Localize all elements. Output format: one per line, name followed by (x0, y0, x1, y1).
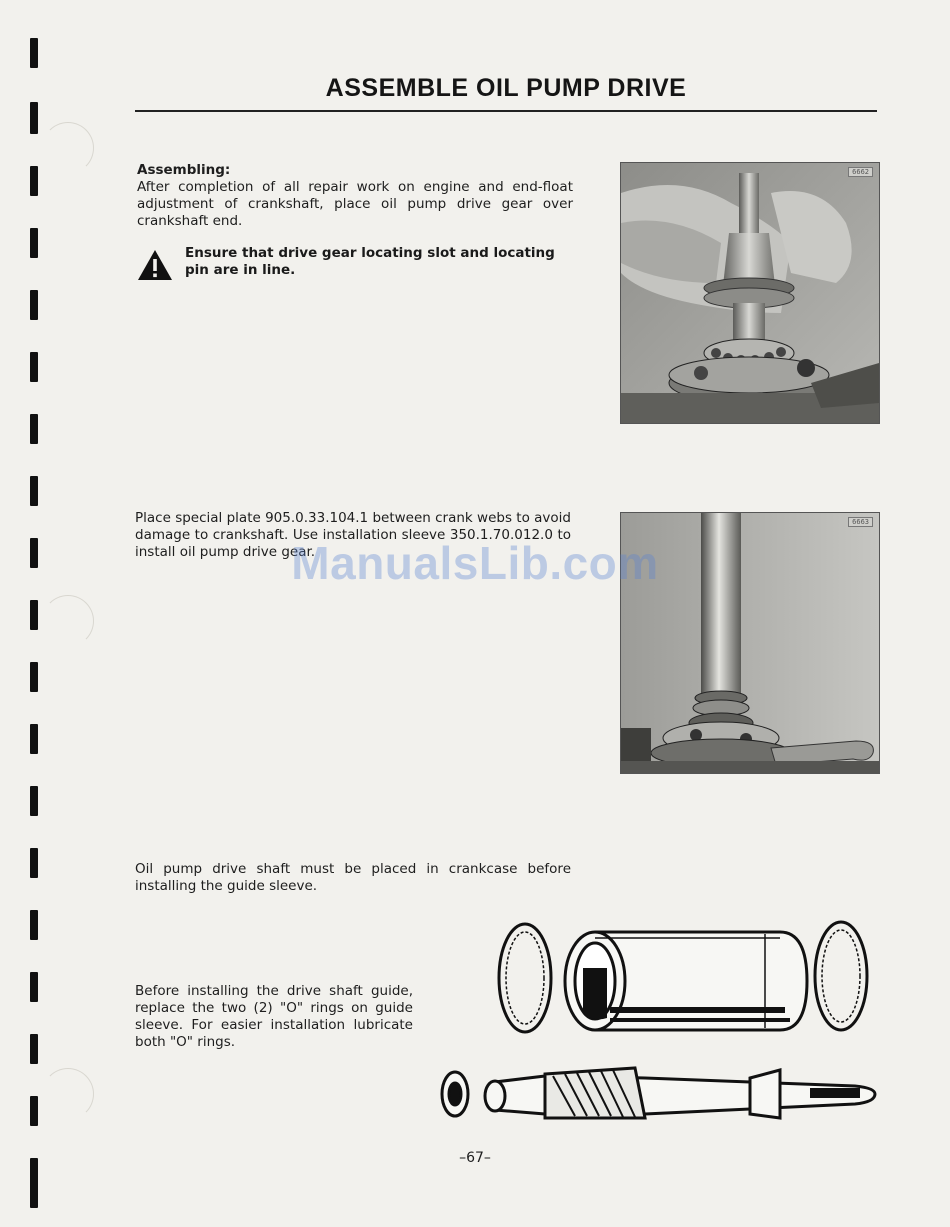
photo-drive-gear (620, 162, 880, 424)
assembling-heading: Assembling: (137, 162, 231, 178)
binding-mark (30, 910, 38, 940)
binding-mark (30, 414, 38, 444)
punch-hole (42, 122, 94, 174)
binding-mark (30, 662, 38, 692)
binding-mark (30, 102, 38, 134)
warning-text: Ensure that drive gear locating slot and locating pin are in line. (185, 245, 555, 278)
o-rings-text: Before installing the drive shaft guide, replace the two (2) "O" rings on guide sleeve. For easier installation lubricate both "O" rings. (135, 983, 413, 1050)
binding-mark (30, 290, 38, 320)
binding-mark (30, 786, 38, 816)
warning-triangle-icon (137, 249, 173, 281)
binding-mark (30, 972, 38, 1002)
binding-mark (30, 352, 38, 382)
drive-gear-photo-image (621, 163, 879, 423)
photo-reference-number: 6663 (848, 517, 873, 527)
punch-hole (42, 595, 94, 647)
binding-mark (30, 848, 38, 878)
page-number: –67– (459, 1150, 491, 1166)
watermark: ManualsLib.com (291, 537, 659, 589)
title-rule (135, 110, 877, 112)
assembling-text: After completion of all repair work on engine and end-float adjustment of crankshaft, place oil pump drive gear over crankshaft end. (137, 179, 573, 229)
binding-mark (30, 1096, 38, 1126)
punch-hole (42, 1068, 94, 1120)
binding-mark (30, 600, 38, 630)
binding-mark (30, 1034, 38, 1064)
binding-mark (30, 38, 38, 68)
binding-mark (30, 166, 38, 196)
guide-sleeve-exploded-drawing (435, 918, 880, 1130)
assembling-section (137, 162, 573, 230)
special-plate-text: Place special plate 905.0.33.104.1 between crank webs to avoid damage to crankshaft. Use installation sleeve 350.1.70.012.0 to install oil pump drive gear. (135, 510, 571, 560)
drive-shaft-text: Oil pump drive shaft must be placed in crankcase before installing the guide sleeve. (135, 861, 571, 894)
page-title: ASSEMBLE OIL PUMP DRIVE (325, 74, 687, 102)
binding-strip (0, 0, 60, 1227)
binding-mark (30, 476, 38, 506)
photo-reference-number: 6662 (848, 167, 873, 177)
binding-mark (30, 724, 38, 754)
binding-mark (30, 228, 38, 258)
